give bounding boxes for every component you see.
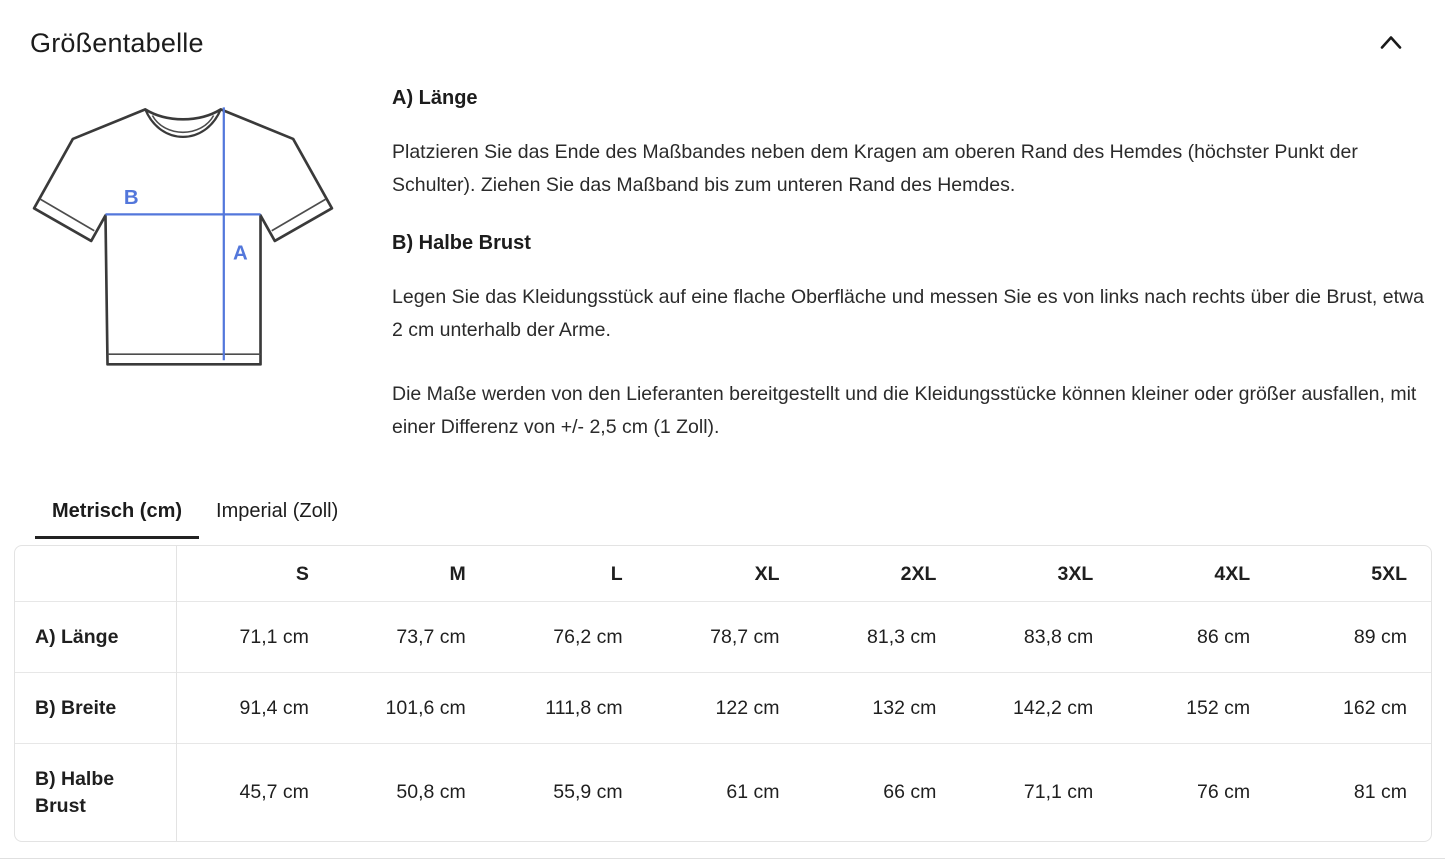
row-label: B) Halbe Brust: [15, 744, 176, 841]
size-value-cell: 71,1 cm: [239, 625, 309, 648]
size-column-header: XL: [754, 562, 780, 585]
size-value-cell: 83,8 cm: [1023, 625, 1094, 648]
size-table-card: [14, 545, 1432, 842]
measurement-a-heading: A) Länge: [392, 87, 478, 109]
size-column-header: 2XL: [900, 562, 937, 585]
size-value-cell: 152 cm: [1186, 696, 1251, 719]
size-guide-header: [0, 0, 1445, 59]
size-value-cell: 122 cm: [715, 696, 780, 719]
measurement-label-b: B: [123, 187, 139, 210]
size-value-cell: 81 cm: [1353, 781, 1407, 804]
size-value-cell: 45,7 cm: [239, 781, 309, 804]
size-table-head-row: [15, 546, 1431, 602]
tab-imperial[interactable]: Imperial (Zoll): [199, 492, 355, 539]
size-table-body: [15, 601, 1431, 841]
size-value-cell: 71,1 cm: [1023, 781, 1094, 804]
size-column-header: M: [449, 562, 466, 585]
size-column-header: S: [295, 562, 309, 585]
size-value-cell: 86 cm: [1197, 625, 1251, 648]
chevron-up-icon: [1379, 34, 1403, 51]
tolerance-note: Die Maße werden von den Lieferanten bereitgestellt und die Kleidungsstücke können kleiner oder größer ausfallen, mit einer Differenz von +/- 2,5 cm (1 Zoll).: [392, 382, 1417, 438]
size-value-cell: 66 cm: [883, 781, 937, 804]
measurement-b-description: Legen Sie das Kleidungsstück auf eine flache Oberfläche und messen Sie es von links nach rechts über die Brust, etwa 2 cm unterhalb der Arme.: [392, 286, 1424, 342]
size-value-cell: 73,7 cm: [396, 625, 466, 648]
measurement-b-heading: B) Halbe Brust: [392, 232, 531, 255]
measurement-label-a: A: [232, 242, 248, 265]
tshirt-diagram: [30, 71, 336, 474]
size-value-cell: 132 cm: [872, 696, 937, 719]
size-value-cell: 162 cm: [1343, 696, 1407, 719]
tshirt-diagram-svg: [30, 91, 336, 397]
row-label: B) Breite: [15, 673, 176, 744]
size-value-cell: 76 cm: [1197, 781, 1251, 804]
size-value-cell: 76,2 cm: [553, 625, 623, 648]
tshirt-outline: [34, 109, 332, 364]
size-table-head: [15, 546, 1431, 602]
row-label: A) Länge: [15, 601, 176, 672]
size-value-cell: 81,3 cm: [867, 625, 937, 648]
table-row: [15, 601, 1431, 672]
size-value-cell: 142,2 cm: [1013, 696, 1094, 719]
collapse-button[interactable]: [1375, 30, 1407, 55]
size-table: [15, 546, 1431, 841]
size-column-header: 4XL: [1214, 562, 1251, 585]
size-value-cell: 89 cm: [1353, 625, 1407, 648]
page-title: Größentabelle: [30, 28, 204, 58]
size-value-cell: 78,7 cm: [710, 625, 780, 648]
size-value-cell: 50,8 cm: [396, 781, 466, 804]
measurement-a-description: Platzieren Sie das Ende des Maßbandes neben dem Kragen am oberen Rand des Hemdes (höchster Punkt der Schulter). Ziehen Sie das Maßband bis zum unteren Rand des Hemdes.: [392, 141, 1358, 197]
bottom-divider: [0, 858, 1445, 859]
size-column-header: L: [610, 562, 623, 585]
tab-metric[interactable]: Metrisch (cm): [35, 492, 199, 539]
size-value-cell: 61 cm: [726, 781, 780, 804]
measurement-instructions: [392, 71, 1429, 474]
table-row: [15, 673, 1431, 744]
size-column-header: 3XL: [1057, 562, 1094, 585]
size-value-cell: 91,4 cm: [239, 696, 309, 719]
size-value-cell: 101,6 cm: [385, 696, 466, 719]
size-value-cell: 55,9 cm: [553, 781, 623, 804]
unit-tabs: [35, 492, 1445, 539]
size-value-cell: 111,8 cm: [545, 696, 623, 719]
measurement-guide: [0, 71, 1445, 474]
corner-cell: [15, 546, 176, 602]
size-column-header: 5XL: [1371, 562, 1407, 585]
table-row: [15, 744, 1431, 841]
